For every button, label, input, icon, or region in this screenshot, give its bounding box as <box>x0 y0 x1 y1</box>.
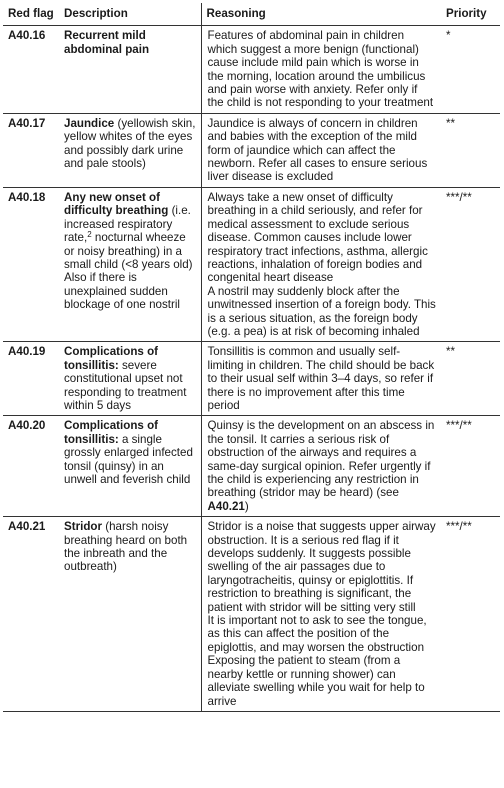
row-priority: ** <box>441 113 500 187</box>
row-description-text: (yellowish skin, yellow whites of the eyes and possibly dark urine and pale stools) <box>64 116 196 171</box>
table-row <box>3 517 500 712</box>
footnote-marker: 2 <box>87 230 92 240</box>
row-code: A40.21 <box>3 517 59 712</box>
row-description-text: severe constitutional upset not responding to treatment within 5 days <box>64 358 187 412</box>
row-description <box>59 416 201 517</box>
row-reasoning <box>201 187 441 341</box>
row-code: A40.17 <box>3 113 59 187</box>
row-title: Any new onset of difficulty breathing <box>64 190 169 218</box>
reasoning-text: Jaundice is always of concern in children and babies with the exception of the mild form of jaundice which can affect the newborn. Refer all cases to ensure serious liver disease is excluded <box>207 116 428 184</box>
reasoning-text-close: ) <box>244 499 249 513</box>
row-priority: ***/** <box>441 517 500 712</box>
row-description-text: (harsh noisy breathing heard on both the inbreath and the outbreath) <box>64 520 188 574</box>
row-priority: ***/** <box>441 416 500 517</box>
header-row <box>3 3 500 26</box>
row-description <box>59 113 201 187</box>
reasoning-text: Quinsy is the development on an abscess in the tonsil. It carries a serious risk of obstruction of the airways and requires a same-day surgical opinion. Refer urgently if the child is experiencing any restriction in breathing (stridor may be heard) (see <box>207 419 435 500</box>
table-header <box>3 3 500 26</box>
reasoning-text-extra-2: Exposing the patient to steam (from a nearby kettle or running shower) can alleviate swelling while you wait for help to arrive <box>207 654 425 708</box>
row-title: Complications of tonsillitis: <box>64 345 159 372</box>
row-reasoning <box>201 342 441 416</box>
row-title: Recurrent mild abdominal pain <box>64 29 150 56</box>
row-priority: ** <box>441 342 500 416</box>
row-title: Complications of tonsillitis: <box>64 419 159 446</box>
row-code: A40.16 <box>3 26 59 113</box>
row-title: Jaundice <box>64 116 115 130</box>
reasoning-text: Tonsillitis is common and usually self-limiting in children. The child should be back to their usual self within 3–4 days, so refer if there is no improvement after this time period <box>207 345 435 412</box>
reasoning-text-extra: A nostril may suddenly block after the unwitnessed insertion of a foreign body. This is a serious situation, as the foreign body (e.g. a pea) is at risk of becoming inhaled <box>207 284 436 338</box>
row-description-text: (i.e. increased respiratory rate, <box>64 204 191 245</box>
header-reasoning: Reasoning <box>201 3 441 26</box>
row-reasoning <box>201 113 441 187</box>
table-row <box>3 416 500 517</box>
row-description-extra: Also if there is unexplained sudden blockage of one nostril <box>64 271 181 312</box>
row-description <box>59 187 201 341</box>
table-row <box>3 113 500 187</box>
row-reasoning <box>201 416 441 517</box>
row-reasoning <box>201 517 441 712</box>
row-reasoning <box>201 26 441 113</box>
reasoning-text-extra: It is important not to ask to see the tongue, as this can affect the position of the epiglottis, and may worsen the obstruction <box>207 614 427 654</box>
row-title: Stridor <box>64 520 103 534</box>
table-body <box>3 26 500 712</box>
row-code: A40.19 <box>3 342 59 416</box>
table-row <box>3 342 500 416</box>
red-flag-table <box>3 3 500 712</box>
reasoning-text: Features of abdominal pain in children which suggest a more benign (functional) cause include mild pain which is worse in the morning, location around the umbilicus and pain worse with anxiety. Refer only if the child is not responding to your treatment <box>207 29 434 110</box>
table-row <box>3 26 500 113</box>
row-priority: * <box>441 26 500 113</box>
row-description <box>59 26 201 113</box>
row-priority: ***/** <box>441 187 500 341</box>
header-red-flag: Red flag <box>3 3 59 26</box>
table-row <box>3 187 500 341</box>
row-code: A40.20 <box>3 416 59 517</box>
row-description <box>59 517 201 712</box>
reasoning-text: Always take a new onset of difficulty breathing in a child seriously, and refer for medical assessment to exclude serious disease. Common causes include lower respiratory tract infections, asthma, allergic reactions, inhalation of foreign bodies and congenital heart disease <box>207 190 428 285</box>
reasoning-text: Stridor is a noise that suggests upper airway obstruction. It is a serious red flag if it develops suddenly. It suggests possible swelling of the air passages due to laryngotracheitis, quinsy or epiglottitis. If restriction to breathing is significant, the patient with stridor will be sitting very still <box>207 520 436 614</box>
row-description-text: a single grossly enlarged infected tonsil (quinsy) in an unwell and feverish child <box>64 432 193 486</box>
header-description: Description <box>59 3 201 26</box>
row-description <box>59 342 201 416</box>
header-priority: Priority <box>441 3 500 26</box>
row-description-text-cont: nocturnal wheeze or noisy breathing) in a small child (<8 years old) <box>64 231 193 271</box>
cross-reference: A40.21 <box>207 499 245 513</box>
row-code: A40.18 <box>3 187 59 341</box>
